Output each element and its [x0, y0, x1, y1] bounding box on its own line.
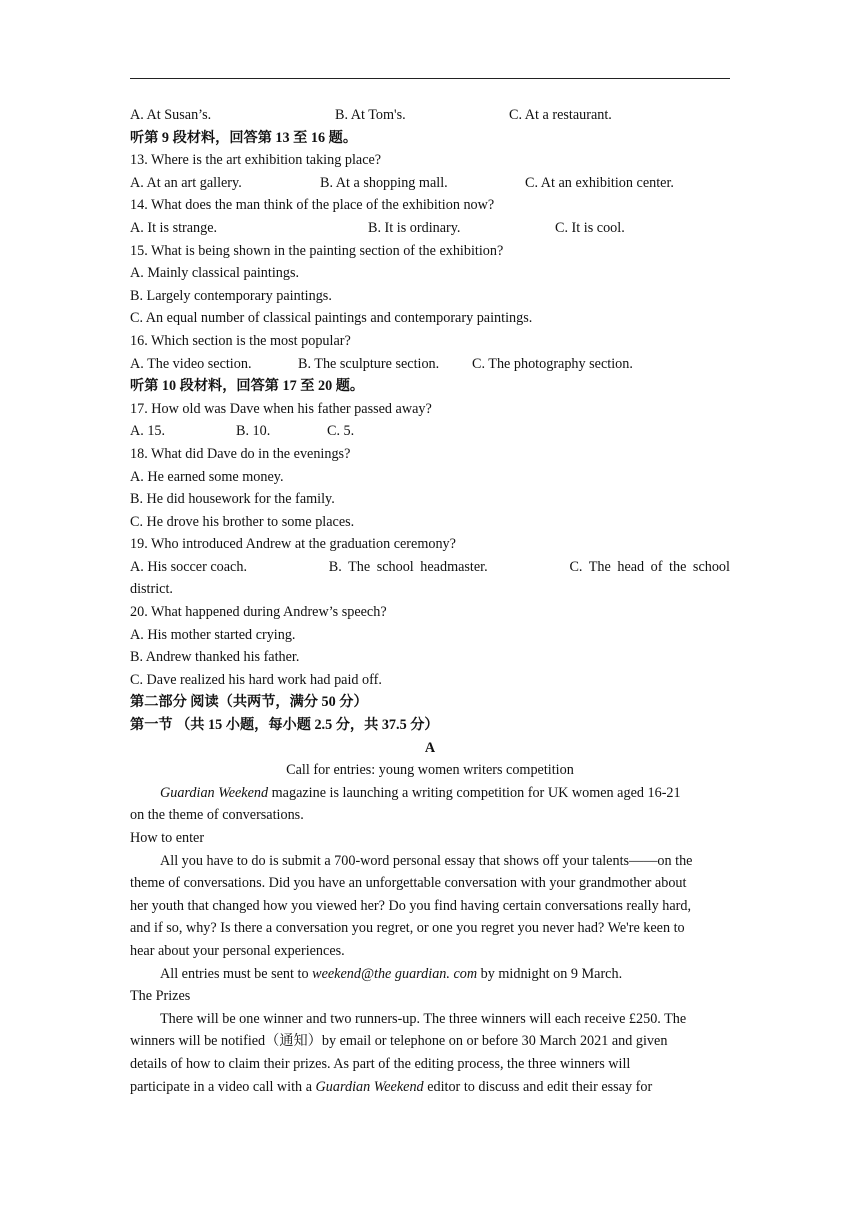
- q19-option-c-wrap: district.: [130, 581, 173, 598]
- q18-option-a: A. He earned some money.: [130, 468, 284, 485]
- q12-options: [130, 104, 730, 127]
- option-a: A. His soccer coach.: [130, 558, 247, 575]
- passage-letter: A: [424, 739, 436, 756]
- intro-text: magazine is launching a writing competition for UK women aged 16-21: [268, 784, 681, 801]
- prize-line-3: details of how to claim their prizes. As part of the editing process, the three winners will: [130, 1055, 631, 1072]
- enter-line-1: All you have to do is submit a 700-word personal essay that shows off your talents——on the: [160, 852, 693, 869]
- option-a: A. 15.: [130, 423, 166, 440]
- q20-question: 20. What happened during Andrew’s speech?: [130, 604, 387, 621]
- option-c: C. At an exhibition center.: [525, 174, 674, 191]
- enter-line-4: and if so, why? Is there a conversation you regret, or one you regret you never had? We're keen to: [130, 920, 685, 937]
- q20-option-b: B. Andrew thanked his father.: [130, 649, 300, 666]
- prizes-heading: The Prizes: [130, 988, 191, 1005]
- passage-title: Call for entries: young women writers competition: [286, 762, 574, 779]
- enter-line-3: her youth that changed how you viewed her? Do you find having certain conversations really hard,: [130, 897, 692, 914]
- q16-question: 16. Which section is the most popular?: [130, 332, 351, 349]
- q18-option-c: C. He drove his brother to some places.: [130, 513, 355, 530]
- q14-options: [130, 217, 730, 240]
- prize-line-1: There will be one winner and two runners-up. The three winners will each receive £250. The: [160, 1010, 687, 1027]
- q15-option-b: B. Largely contemporary paintings.: [130, 287, 332, 304]
- q18-question: 18. What did Dave do in the evenings?: [130, 445, 351, 462]
- option-c: C. The photography section.: [472, 355, 633, 372]
- q15-question: 15. What is being shown in the painting section of the exhibition?: [130, 242, 504, 259]
- entries-line: [130, 963, 730, 986]
- section9-heading: 听第 9 段材料，回答第 13 至 16 题。: [130, 129, 358, 146]
- part2-heading: 第二部分 阅读（共两节，满分 50 分）: [130, 694, 368, 711]
- option-b: B. It is ordinary.: [368, 219, 461, 236]
- enter-line-5: hear about your personal experiences.: [130, 942, 345, 959]
- option-c: C. At a restaurant.: [509, 107, 612, 123]
- q18-option-b: B. He did housework for the family.: [130, 491, 335, 508]
- section1-heading: 第一节 （共 15 小题，每小题 2.5 分，共 37.5 分）: [130, 717, 439, 734]
- q17-question: 17. How old was Dave when his father passed away?: [130, 400, 432, 417]
- prize-line-4: [130, 1076, 730, 1099]
- enter-line-2: theme of conversations. Did you have an unforgettable conversation with your grandmother about: [130, 875, 687, 892]
- entries-suffix: by midnight on 9 March.: [477, 965, 623, 982]
- intro-line-2: on the theme of conversations.: [130, 807, 304, 824]
- q20-option-a: A. His mother started crying.: [130, 626, 296, 643]
- q15-option-c: C. An equal number of classical paintings and contemporary paintings.: [130, 310, 533, 327]
- magazine-name: Guardian Weekend: [160, 784, 269, 801]
- option-a: A. At an art gallery.: [130, 174, 242, 191]
- intro-line-1: [130, 782, 730, 805]
- option-b: B. 10.: [236, 423, 271, 440]
- option-c: C. 5.: [327, 423, 355, 440]
- prize-last-prefix: participate in a video call with a: [130, 1078, 316, 1095]
- q17-options: [130, 420, 730, 443]
- section10-heading: 听第 10 段材料，回答第 17 至 20 题。: [130, 378, 365, 395]
- option-b: B. At Tom's.: [335, 107, 406, 123]
- entries-email: weekend@the guardian. com: [312, 965, 478, 982]
- option-a: A. It is strange.: [130, 219, 218, 236]
- option-c: C. The head of the school: [569, 558, 730, 575]
- q15-option-a: A. Mainly classical paintings.: [130, 265, 300, 282]
- q13-question: 13. Where is the art exhibition taking place?: [130, 152, 382, 169]
- document-body: [130, 104, 730, 1098]
- q19-options: [130, 556, 730, 579]
- entries-prefix: All entries must be sent to: [160, 965, 313, 982]
- how-to-enter-heading: How to enter: [130, 830, 205, 846]
- option-a: A. At Susan’s.: [130, 107, 212, 123]
- prize-last-suffix: editor to discuss and edit their essay for: [423, 1078, 653, 1095]
- prize-last-magazine: Guardian Weekend: [315, 1078, 424, 1095]
- header-rule: [130, 78, 730, 79]
- option-b: B. The school headmaster.: [328, 558, 488, 575]
- option-b: B. The sculpture section.: [298, 355, 440, 372]
- prize-line-2: winners will be notified（通知）by email or telephone on or before 30 March 2021 and given: [130, 1033, 668, 1050]
- option-a: A. The video section.: [130, 355, 252, 372]
- q20-option-c: C. Dave realized his hard work had paid off.: [130, 671, 382, 688]
- q14-question: 14. What does the man think of the place of the exhibition now?: [130, 197, 495, 214]
- option-c: C. It is cool.: [555, 219, 625, 236]
- q19-question: 19. Who introduced Andrew at the graduation ceremony?: [130, 536, 456, 553]
- option-b: B. At a shopping mall.: [320, 174, 448, 191]
- q16-options: [130, 353, 730, 376]
- q13-options: [130, 172, 730, 195]
